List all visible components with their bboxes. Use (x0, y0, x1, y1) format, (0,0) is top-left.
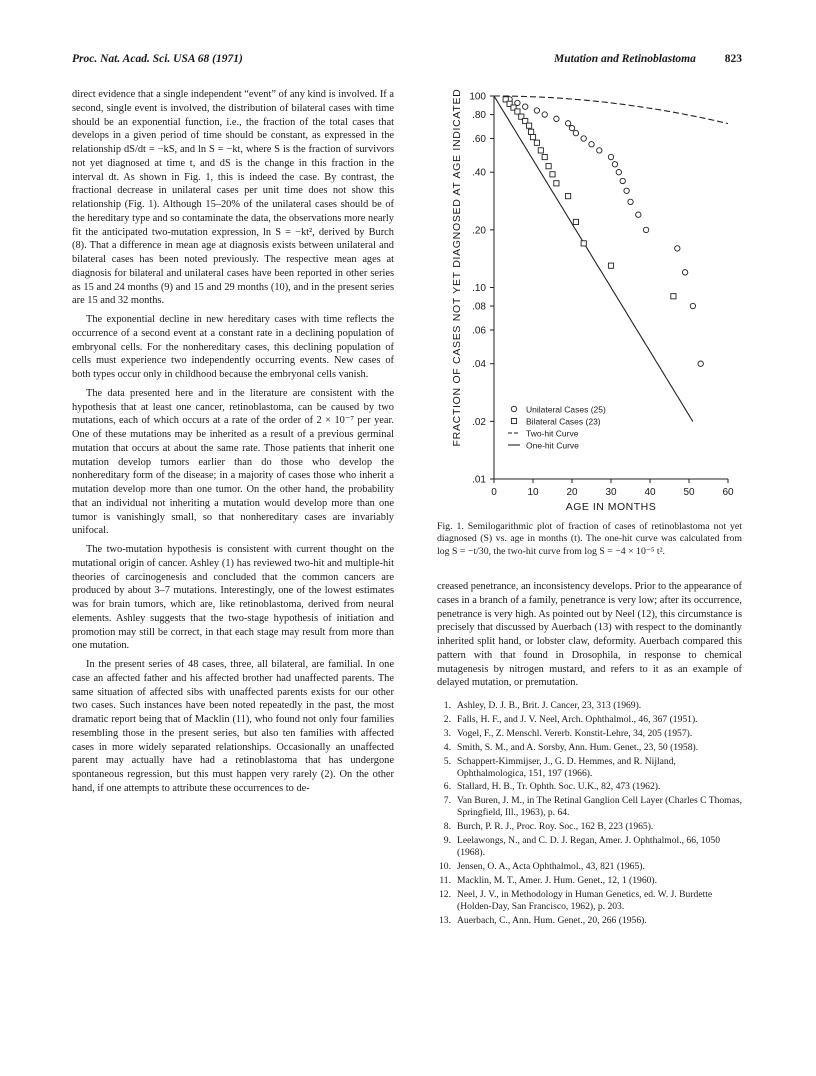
figure-caption: Fig. 1. Semilogarithmic plot of fraction of cases of retinoblastoma not yet diagnosed (S) vs. age in months (t). The one-hit curve was calculated from log S = −t/30, the two-hit curve from log S = −4 × 10⁻⁵ t². (437, 521, 742, 557)
unilateral-point (636, 212, 641, 217)
reference-item (437, 915, 742, 927)
header-right (554, 53, 742, 65)
reference-number: 9. (443, 835, 451, 847)
x-tick-label: 40 (644, 487, 656, 498)
bilateral-point (550, 172, 555, 177)
body-paragraph: In the present series of 48 cases, three, all bilateral, are familial. In one case an affected father and his affected brother had unaffected parents. The same situation of affected sibs with unaffected parents exists for our other two cases. Such instances have been noted repeatedly in the past, the most dramatic report being that of Macklin (11), who found not only four families resembling those in the present series, but also ten families with affected cases in more widely separated relationships. Occasionally an unaffected parent may actually have had a retinoblastoma that has undergone spontaneous regression, but this must happen very rarely (2). On the other hand, if one attempts to attribute these occurrences to de- (72, 659, 394, 794)
unilateral-point (690, 303, 695, 308)
unilateral-point (565, 121, 570, 126)
reference-text: Stallard, H. B., Tr. Ophth. Soc. U.K., 82, 473 (1962). (457, 781, 661, 793)
reference-item (437, 875, 742, 887)
unilateral-point (581, 136, 586, 141)
legend-label: Two-hit Curve (526, 428, 579, 439)
bilateral-point (573, 219, 578, 224)
unilateral-point (643, 227, 648, 232)
references-list (437, 700, 742, 928)
reference-number: 8. (443, 821, 451, 833)
x-tick-label: 20 (566, 487, 578, 498)
bilateral-point (528, 129, 533, 134)
y-tick-label: .04 (472, 359, 486, 371)
reference-text: Auerbach, C., Ann. Hum. Genet., 20, 266 (1956). (457, 914, 647, 926)
reference-text: Leelawongs, N., and C. D. J. Regan, Amer. J. Ophthalmol., 66, 1050 (1968). (457, 835, 720, 858)
legend-label: One-hit Curve (526, 440, 579, 451)
reference-item (437, 700, 742, 712)
y-tick-label: .80 (472, 110, 486, 122)
x-tick-label: 10 (527, 487, 539, 498)
bilateral-point (554, 181, 559, 186)
reference-number: 13. (439, 914, 451, 926)
unilateral-point (554, 116, 559, 121)
y-tick-label: 100 (469, 91, 486, 103)
running-title: Mutation and Retinoblastoma (554, 53, 696, 65)
y-tick-label: .60 (472, 133, 486, 145)
reference-text: Macklin, M. T., Amer. J. Hum. Genet., 12, 1 (1960). (457, 874, 658, 886)
y-tick-label: .06 (472, 325, 486, 337)
unilateral-point (534, 108, 539, 113)
unilateral-point (682, 270, 687, 275)
y-tick-label: .20 (472, 225, 486, 237)
reference-text: Vogel, F., Z. Menschl. Vererb. Konstit-Lehre, 34, 205 (1957). (457, 727, 693, 739)
bilateral-point (538, 148, 543, 153)
unilateral-point (616, 170, 621, 175)
unilateral-point (608, 154, 613, 159)
reference-number: 3. (443, 727, 451, 739)
reference-text: Ashley, D. J. B., Brit. J. Cancer, 23, 313 (1969). (457, 700, 642, 711)
reference-number: 6. (443, 781, 451, 793)
unilateral-point (542, 112, 547, 117)
unilateral-point (612, 162, 617, 167)
reference-number: 11. (439, 874, 451, 886)
unilateral-point (624, 188, 629, 193)
y-tick-label: .10 (472, 283, 486, 294)
semilog-chart (430, 82, 742, 517)
reference-text: Falls, H. F., and J. V. Neel, Arch. Ophthalmol., 46, 367 (1951). (457, 713, 698, 725)
reference-number: 2. (443, 713, 451, 725)
bilateral-point (515, 109, 520, 114)
bilateral-point (527, 123, 532, 128)
reference-item (437, 714, 742, 726)
page-number: 823 (724, 53, 742, 65)
reference-number: 12. (439, 888, 451, 900)
reference-item (437, 742, 742, 754)
bilateral-point (608, 263, 613, 268)
reference-item (437, 756, 742, 780)
left-column-text (72, 88, 394, 801)
reference-text: Van Buren, J. M., in The Retinal Ganglion Cell Layer (Charles C Thomas, Springfield, Ill., 1963), p. 64. (457, 795, 743, 819)
legend-circle-marker (511, 406, 516, 411)
x-tick-label: 30 (605, 487, 617, 498)
reference-item (437, 728, 742, 740)
y-axis-label: FRACTION OF CASES NOT YET DIAGNOSED AT AGE INDICATED (451, 88, 463, 447)
reference-item (437, 861, 742, 873)
bilateral-point (566, 194, 571, 199)
unilateral-point (698, 361, 703, 366)
reference-item (437, 781, 742, 793)
bilateral-point (534, 140, 539, 145)
unilateral-point (589, 142, 594, 147)
legend-label: Unilateral Cases (25) (526, 404, 606, 415)
journal-citation: Proc. Nat. Acad. Sci. USA 68 (1971) (72, 53, 243, 65)
reference-text: Burch, P. R. J., Proc. Roy. Soc., 162 B, 223 (1965). (457, 821, 654, 833)
y-tick-label: .40 (472, 167, 486, 179)
running-header (72, 53, 742, 71)
body-paragraph: direct evidence that a single independent “event” of any kind is involved. If a second, single event is involved, the distribution of bilateral cases with time should be an exponential function, i.e., the fraction of the total cases that develops in a given period of time should be constant, as expressed in the relationship dS/dt = −kS, and ln S = −kt, where S is the fraction of survivors not yet diagnosed at time t, and dS is the change in this fraction in the interval dt. As shown in Fig. 1, this is indeed the case. By contrast, the fractional decrease in unilateral cases per unit time does not show this relationship (Fig. 1). Although 15–20% of the unilateral cases should be of the hereditary type and so contaminate the data, the observations more nearly fit the anticipated two-mutation expression, ln S = −kt², derived by Burch (8). That a difference in mean age at diagnosis exists between unilateral and bilateral cases has been noted previously. The respective mean ages at diagnosis for bilateral and unilateral cases have been reported in other series as 15 and 24 months (9) and 15 and 29 months (10), and in the present series are 15 and 32 months. (72, 89, 394, 307)
body-paragraph: The two-mutation hypothesis is consistent with current thought on the mutational origin of cancer. Ashley (1) has reviewed two-hit and multiple-hit theories of carcinogenesis and concluded that the common cancers are produced by about 3–7 mutations. Interestingly, one of the lowest estimates was for brain tumors, which are, like retinoblastoma, derived from neural elements. Ashley suggests that the two-stage hypothesis of initiation and promotion may still be correct, in that each stage may result from more than one mutation. (72, 544, 394, 652)
reference-text: Jensen, O. A., Acta Ophthalmol., 43, 821 (1965). (457, 860, 645, 872)
y-tick-label: .08 (472, 301, 486, 313)
x-axis-label: AGE IN MONTHS (565, 501, 657, 513)
reference-number: 7. (443, 795, 451, 807)
body-paragraph: The exponential decline in new hereditary cases with time reflects the occurrence of a second event at a constant rate in a declining population of embryonal cells. For the nonhereditary cases, this declining population of cells must experience two independently occurring events. New cases of both types occur only in childhood because the embryonal cells vanish. (72, 314, 394, 380)
unilateral-point (597, 148, 602, 153)
reference-item (437, 795, 742, 819)
y-tick-label: .02 (472, 416, 486, 428)
unilateral-point (573, 130, 578, 135)
reference-item (437, 889, 742, 913)
x-tick-label: 60 (722, 487, 734, 498)
x-tick-label: 50 (683, 487, 695, 498)
unilateral-point (569, 125, 574, 130)
reference-number: 4. (443, 741, 451, 753)
reference-text: Smith, S. M., and A. Sorsby, Ann. Hum. Genet., 23, 50 (1958). (457, 741, 699, 753)
bilateral-point (671, 294, 676, 299)
unilateral-point (675, 246, 680, 251)
bilateral-point (581, 241, 586, 246)
figure-1 (430, 82, 742, 517)
unilateral-point (628, 199, 633, 204)
body-paragraph: The data presented here and in the literature are consistent with the hypothesis that at least one cancer, retinoblastoma, can be caused by two mutations, each of which occurs at a rate of the order of 2 × 10⁻⁷ per year. One of these mutations may be inherited as a result of a previous germinal mutation that occurs at about the same rate. Those patients that inherit one mutation develop tumors earlier than do those who develop the nonhereditary form of the disease; in a majority of cases those who inherit a mutation develop more than one tumor. On the other hand, the probability that an individual not inheriting a mutation would develop more than one tumor is vanishingly small, so that nonhereditary cases are invariably unifocal. (72, 387, 394, 537)
reference-number: 1. (443, 700, 451, 711)
unilateral-point (523, 104, 528, 109)
reference-number: 10. (439, 860, 451, 872)
bilateral-point (546, 164, 551, 169)
reference-item (437, 821, 742, 833)
legend-label: Bilateral Cases (23) (526, 416, 601, 427)
unilateral-point (620, 178, 625, 183)
bilateral-point (542, 154, 547, 159)
reference-item (437, 835, 742, 859)
legend-square-marker (511, 418, 516, 423)
two-hit-curve (494, 96, 728, 124)
reference-text: Neel, J. V., in Methodology in Human Genetics, ed. W. J. Burdette (Holden-Day, San Francisco, 1962), p. 203. (457, 888, 713, 912)
reference-text: Schappert-Kimmijser, J., G. D. Hemmes, and R. Nijland, Ophthalmologica, 151, 197 (1966). (457, 755, 676, 779)
reference-number: 5. (443, 755, 451, 767)
y-tick-label: .01 (472, 474, 486, 486)
right-column-text: creased penetrance, an inconsistency develops. Prior to the appearance of cases in a branch of a family, penetrance is very low; after its occurrence, penetrance is very high. As pointed out by Neel (12), this circumstance is precisely that discussed by Auerbach (13) with respect to the dominantly inherited split hand, or lobster claw, deformity. Auerbach compared this pattern with that found in Drosophila, in response to chemical mutagenesis by nitrogen mustard, and refers to it as an example of delayed mutation, or premutation. (437, 581, 742, 689)
bilateral-point (530, 135, 535, 140)
x-tick-label: 0 (491, 487, 497, 498)
